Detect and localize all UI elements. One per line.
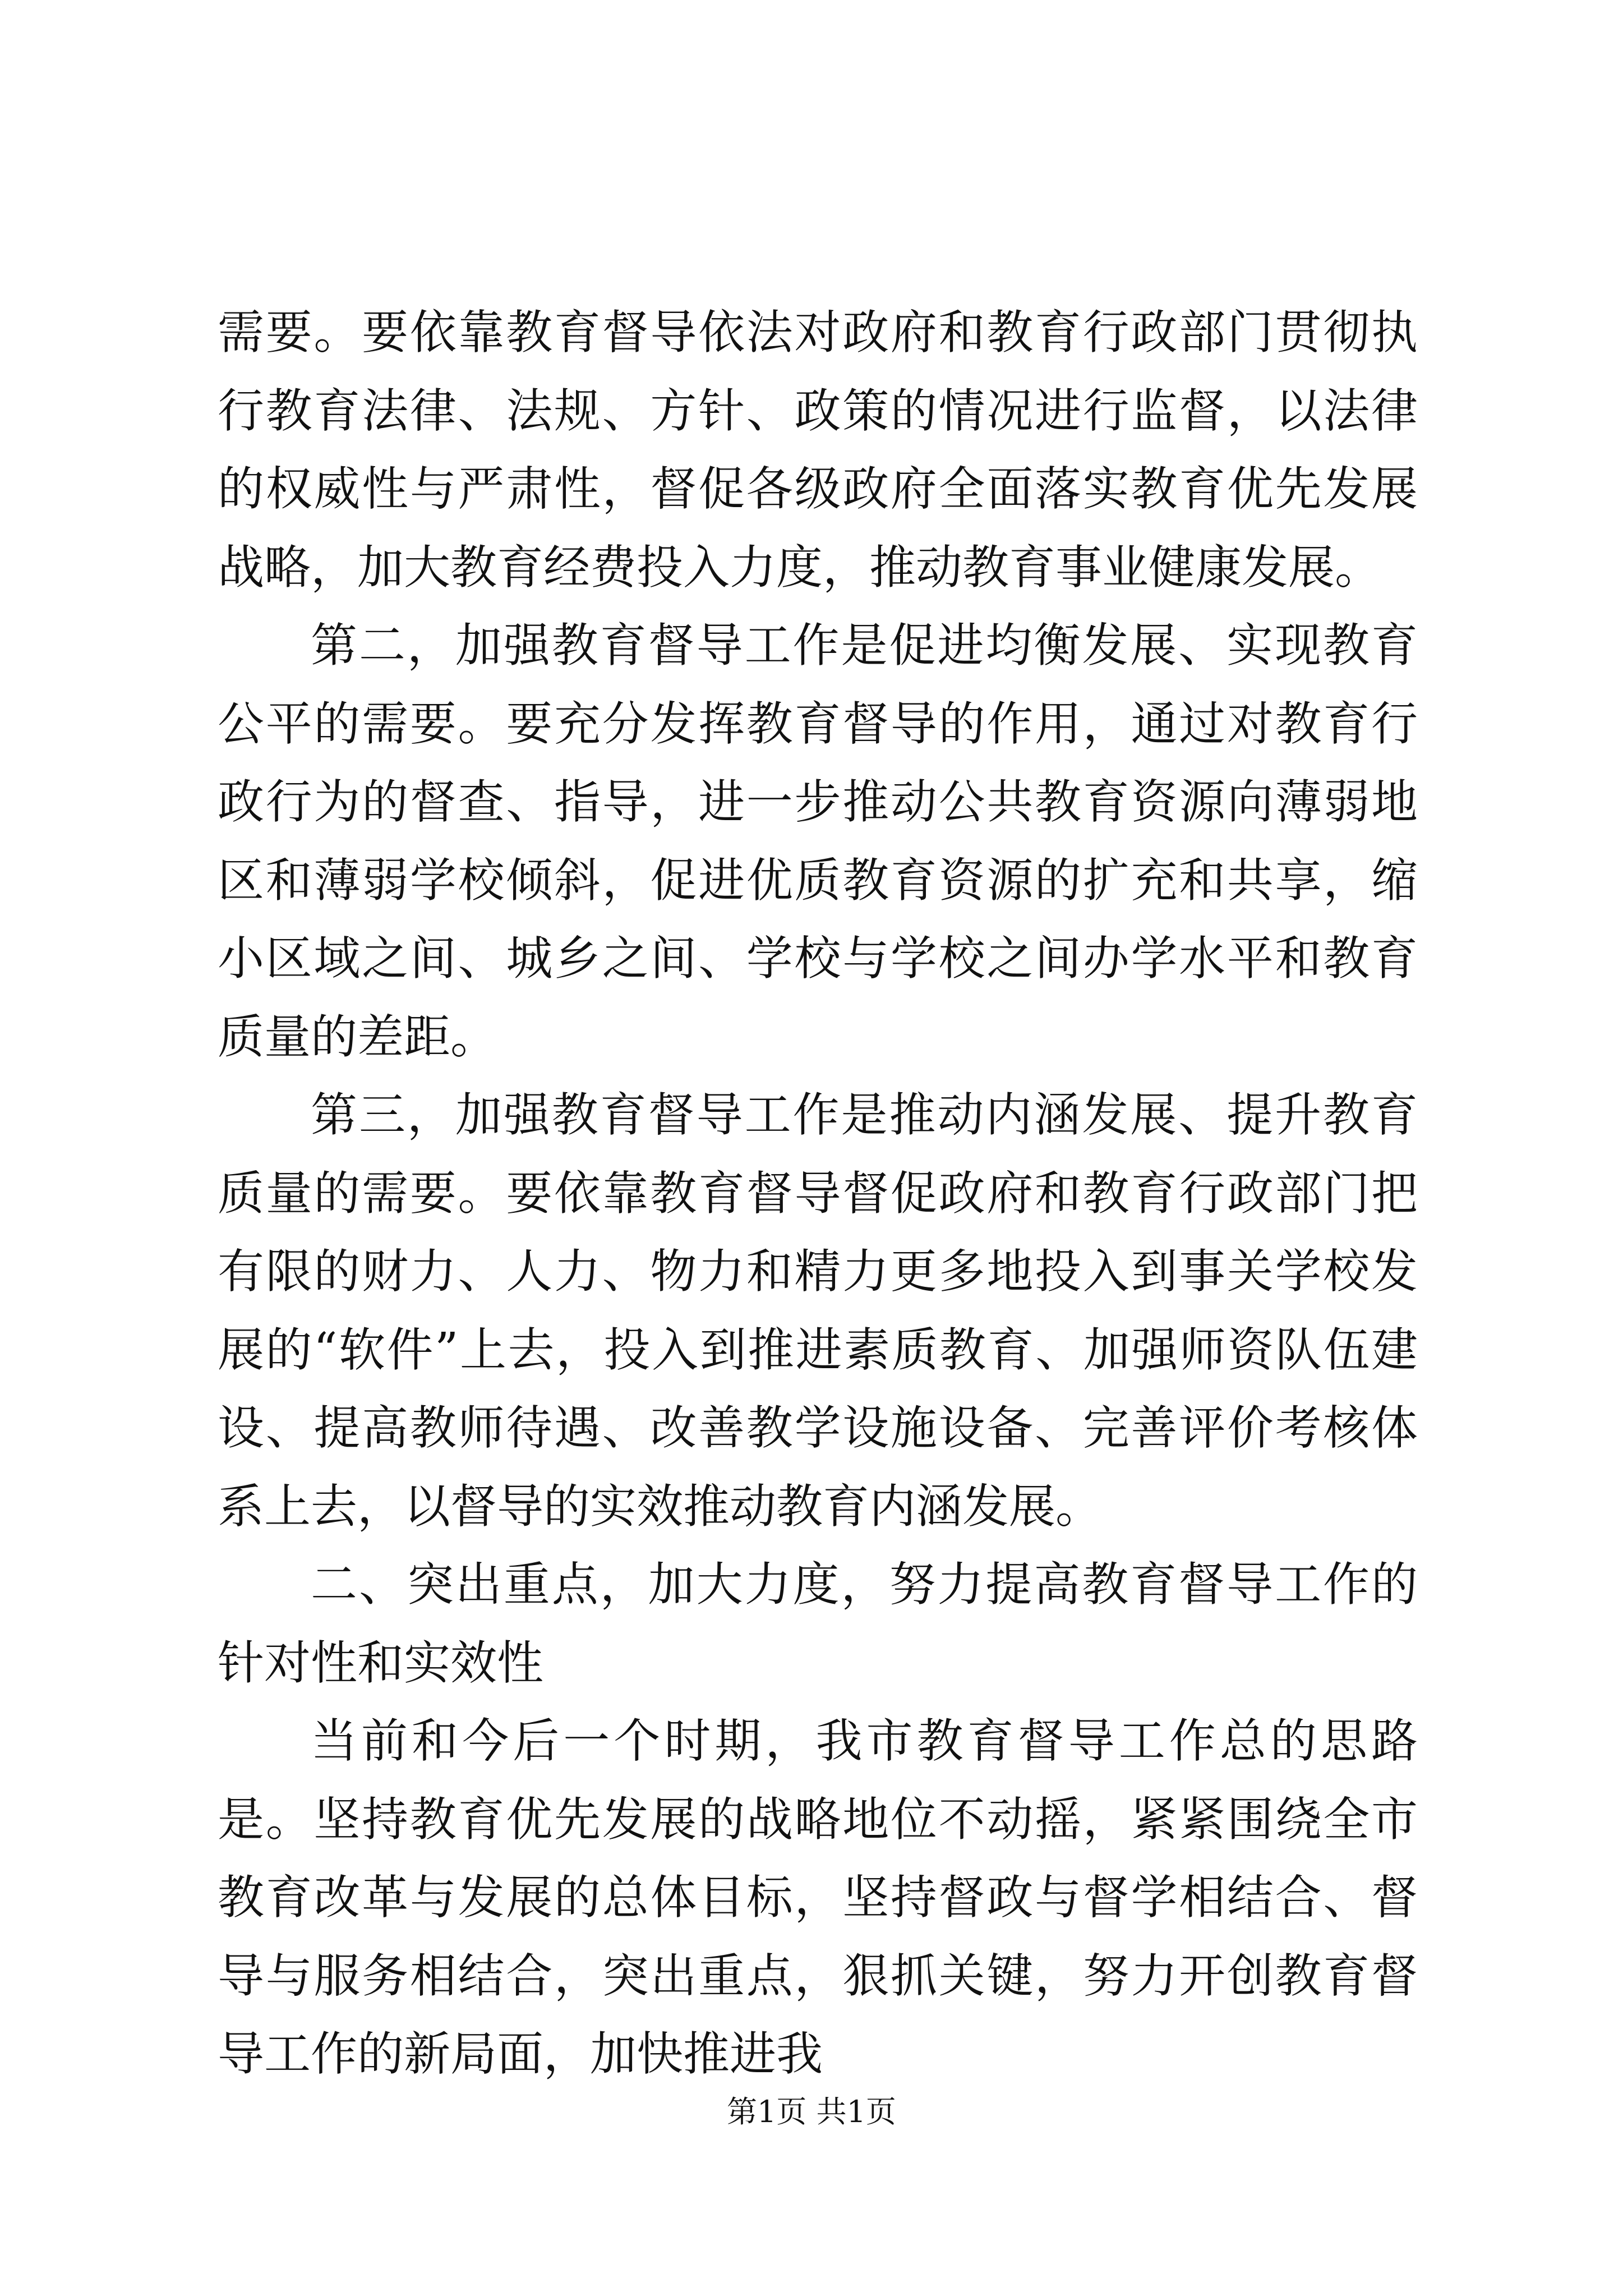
section-heading-two: 二、突出重点，加大力度，努力提高教育督导工作的针对性和实效性 <box>218 1557 1418 1690</box>
page-footer: 第1页 共1页 <box>727 2094 896 2129</box>
paragraph-third-point: 第三，加强教育督导工作是推动内涵发展、提升教育质量的需要。要依靠教育督导督促政府和教育行政部门把有限的财力、人力、物力和精力更多地投入到事关学校发展的“软件”上去，投入到推进素质教育、加强师资队伍建设、提高教师待遇、改善教学设施设备、完善评价考核体系上去，以督导的实效推动教育内涵发展。 <box>218 1088 1418 1534</box>
paragraph-work-approach: 当前和今后一个时期，我市教育督导工作总的思路是。坚持教育优先发展的战略地位不动摇，紧紧围绕全市教育改革与发展的总体目标，坚持督政与督学相结合、督导与服务相结合，突出重点，狠抓关键，努力开创教育督导工作的新局面，加快推进我 <box>218 1714 1418 2081</box>
paragraph-continued-need: 需要。要依靠教育督导依法对政府和教育行政部门贯彻执行教育法律、法规、方针、政策的情况进行监督，以法律的权威性与严肃性，督促各级政府全面落实教育优先发展战略，加大教育经费投入力度，推动教育事业健康发展。 <box>218 305 1418 595</box>
document-body <box>218 293 1418 2093</box>
paragraph-second-point: 第二，加强教育督导工作是促进均衡发展、实现教育公平的需要。要充分发挥教育督导的作用，通过对教育行政行为的督查、指导，进一步推动公共教育资源向薄弱地区和薄弱学校倾斜，促进优质教育资源的扩充和共享，缩小区域之间、城乡之间、学校与学校之间办学水平和教育质量的差距。 <box>218 618 1418 1064</box>
